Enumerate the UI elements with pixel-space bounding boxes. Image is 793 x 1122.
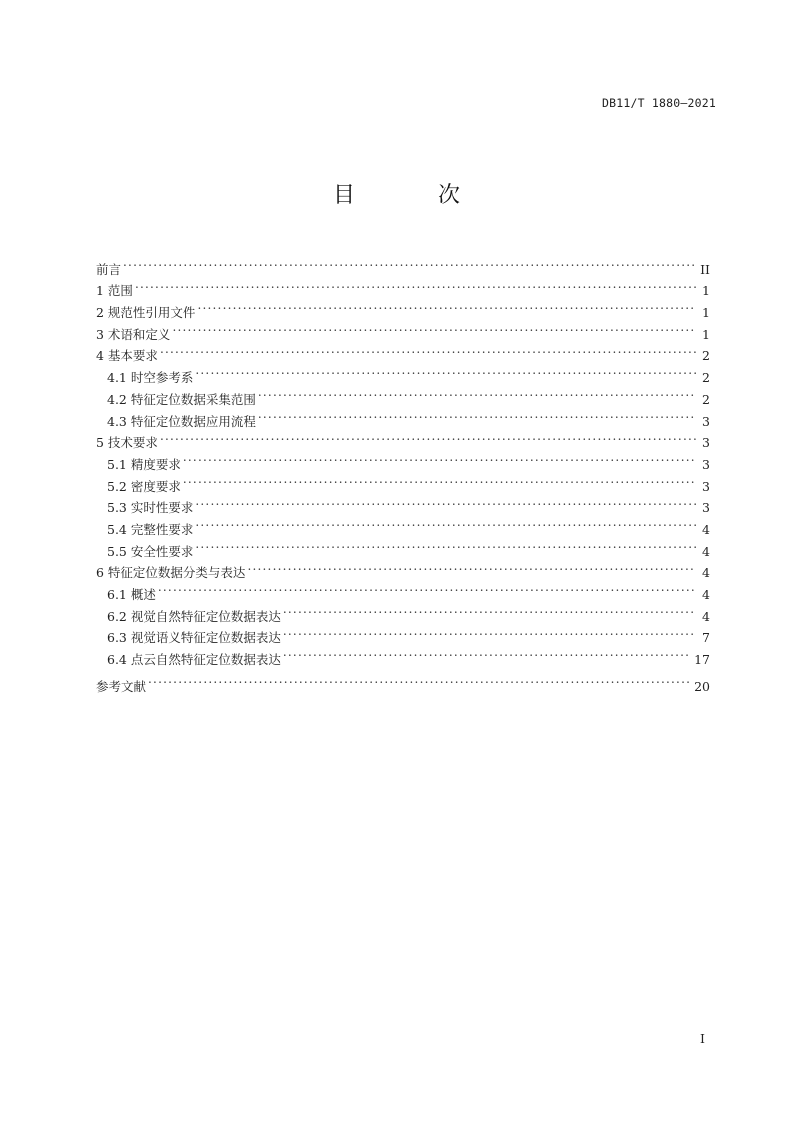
toc-dot-leader (197, 295, 696, 317)
toc-entry-page: 1 (702, 283, 710, 299)
toc-entry-label: 5.4 完整性要求 (107, 521, 194, 537)
toc-entry-page: 4 (702, 565, 710, 581)
toc-dot-leader (195, 534, 696, 556)
toc-entry-page: 4 (702, 543, 710, 559)
toc-entry-page: 3 (702, 435, 710, 451)
toc-entry-label: 5.1 精度要求 (107, 456, 181, 472)
toc-entry[interactable] (96, 295, 710, 321)
toc-dot-leader (247, 556, 696, 578)
toc-entry-label: 1 范围 (96, 283, 133, 299)
toc-entry-page: 4 (702, 608, 710, 624)
page-title: 目 次 (333, 183, 498, 208)
toc-entry-label: 6.1 概述 (107, 587, 156, 602)
toc-dot-leader (195, 512, 696, 534)
toc-entry-page: 1 (702, 326, 710, 342)
toc-dot-leader (158, 577, 696, 599)
toc-entry-label: 6.2 视觉自然特征定位数据表达 (107, 608, 281, 624)
toc-entry-page: II (700, 261, 710, 277)
toc-entry-page: 3 (702, 478, 710, 494)
toc-entry-label: 5.5 安全性要求 (107, 543, 194, 559)
toc-entry-label: 3 术语和定义 (96, 326, 171, 342)
toc-entry-label: 5.2 密度要求 (107, 478, 181, 494)
toc-entry-label: 4 基本要求 (96, 348, 158, 364)
toc-entry-label: 4.2 特征定位数据采集范围 (107, 391, 256, 407)
toc-entry-label: 6.4 点云自然特征定位数据表达 (107, 652, 281, 668)
toc-entry-label: 5 技术要求 (96, 435, 158, 451)
toc-entry-label: 4.1 时空参考系 (107, 370, 194, 386)
toc-entry-page: 4 (702, 521, 710, 537)
toc-entry[interactable] (96, 360, 710, 386)
toc-dot-leader (135, 274, 696, 296)
toc-entry-page: 20 (694, 678, 710, 694)
toc-dot-leader (183, 447, 696, 469)
document-code: DB11/T 1880—2021 (602, 96, 716, 110)
toc-entry-label: 2 规范性引用文件 (96, 305, 196, 321)
toc-dot-leader (195, 491, 696, 513)
toc-entry[interactable] (96, 599, 710, 624)
toc-dot-leader (195, 360, 696, 382)
toc-entry-page: 17 (694, 652, 710, 668)
toc-entry[interactable] (96, 274, 710, 299)
toc-dot-leader (258, 382, 696, 404)
toc-entry[interactable] (96, 577, 710, 602)
toc-entry-label: 6.3 视觉语义特征定位数据表达 (107, 630, 281, 646)
toc-entry-page: 3 (702, 500, 710, 516)
page-number: I (700, 1031, 705, 1046)
toc-entry-label: 6 特征定位数据分类与表达 (96, 565, 246, 581)
toc-dot-leader (160, 426, 696, 448)
toc-entry-label: 前言 (96, 261, 122, 277)
toc-entry[interactable] (96, 339, 710, 364)
toc-dot-leader (283, 642, 690, 664)
toc-entry[interactable] (96, 669, 710, 694)
table-of-contents (96, 252, 710, 694)
toc-entry[interactable] (96, 469, 710, 494)
toc-entry[interactable] (96, 317, 710, 342)
toc-entry-page: 1 (702, 305, 710, 321)
toc-entry[interactable] (96, 252, 710, 277)
toc-dot-leader (148, 669, 690, 691)
toc-entry[interactable] (96, 491, 710, 516)
toc-dot-leader (172, 317, 696, 339)
toc-entry-label: 4.3 特征定位数据应用流程 (107, 413, 256, 429)
toc-entry-page: 2 (702, 348, 710, 364)
toc-entry-page: 3 (702, 456, 710, 472)
toc-entry[interactable] (96, 447, 710, 472)
toc-entry-page: 3 (702, 413, 710, 429)
toc-entry-page: 7 (702, 630, 710, 646)
toc-entry-label: 参考文献 (96, 678, 147, 694)
toc-dot-leader (160, 339, 696, 361)
toc-dot-leader (283, 599, 696, 621)
toc-entry-page: 4 (702, 587, 710, 602)
toc-dot-leader (123, 252, 696, 274)
toc-entry-label: 5.3 实时性要求 (107, 500, 194, 516)
toc-entry[interactable] (96, 426, 710, 451)
toc-dot-leader (183, 469, 696, 491)
toc-entry-page: 2 (702, 391, 710, 407)
toc-entry-page: 2 (702, 370, 710, 386)
toc-dot-leader (283, 621, 696, 643)
toc-dot-leader (258, 404, 696, 426)
